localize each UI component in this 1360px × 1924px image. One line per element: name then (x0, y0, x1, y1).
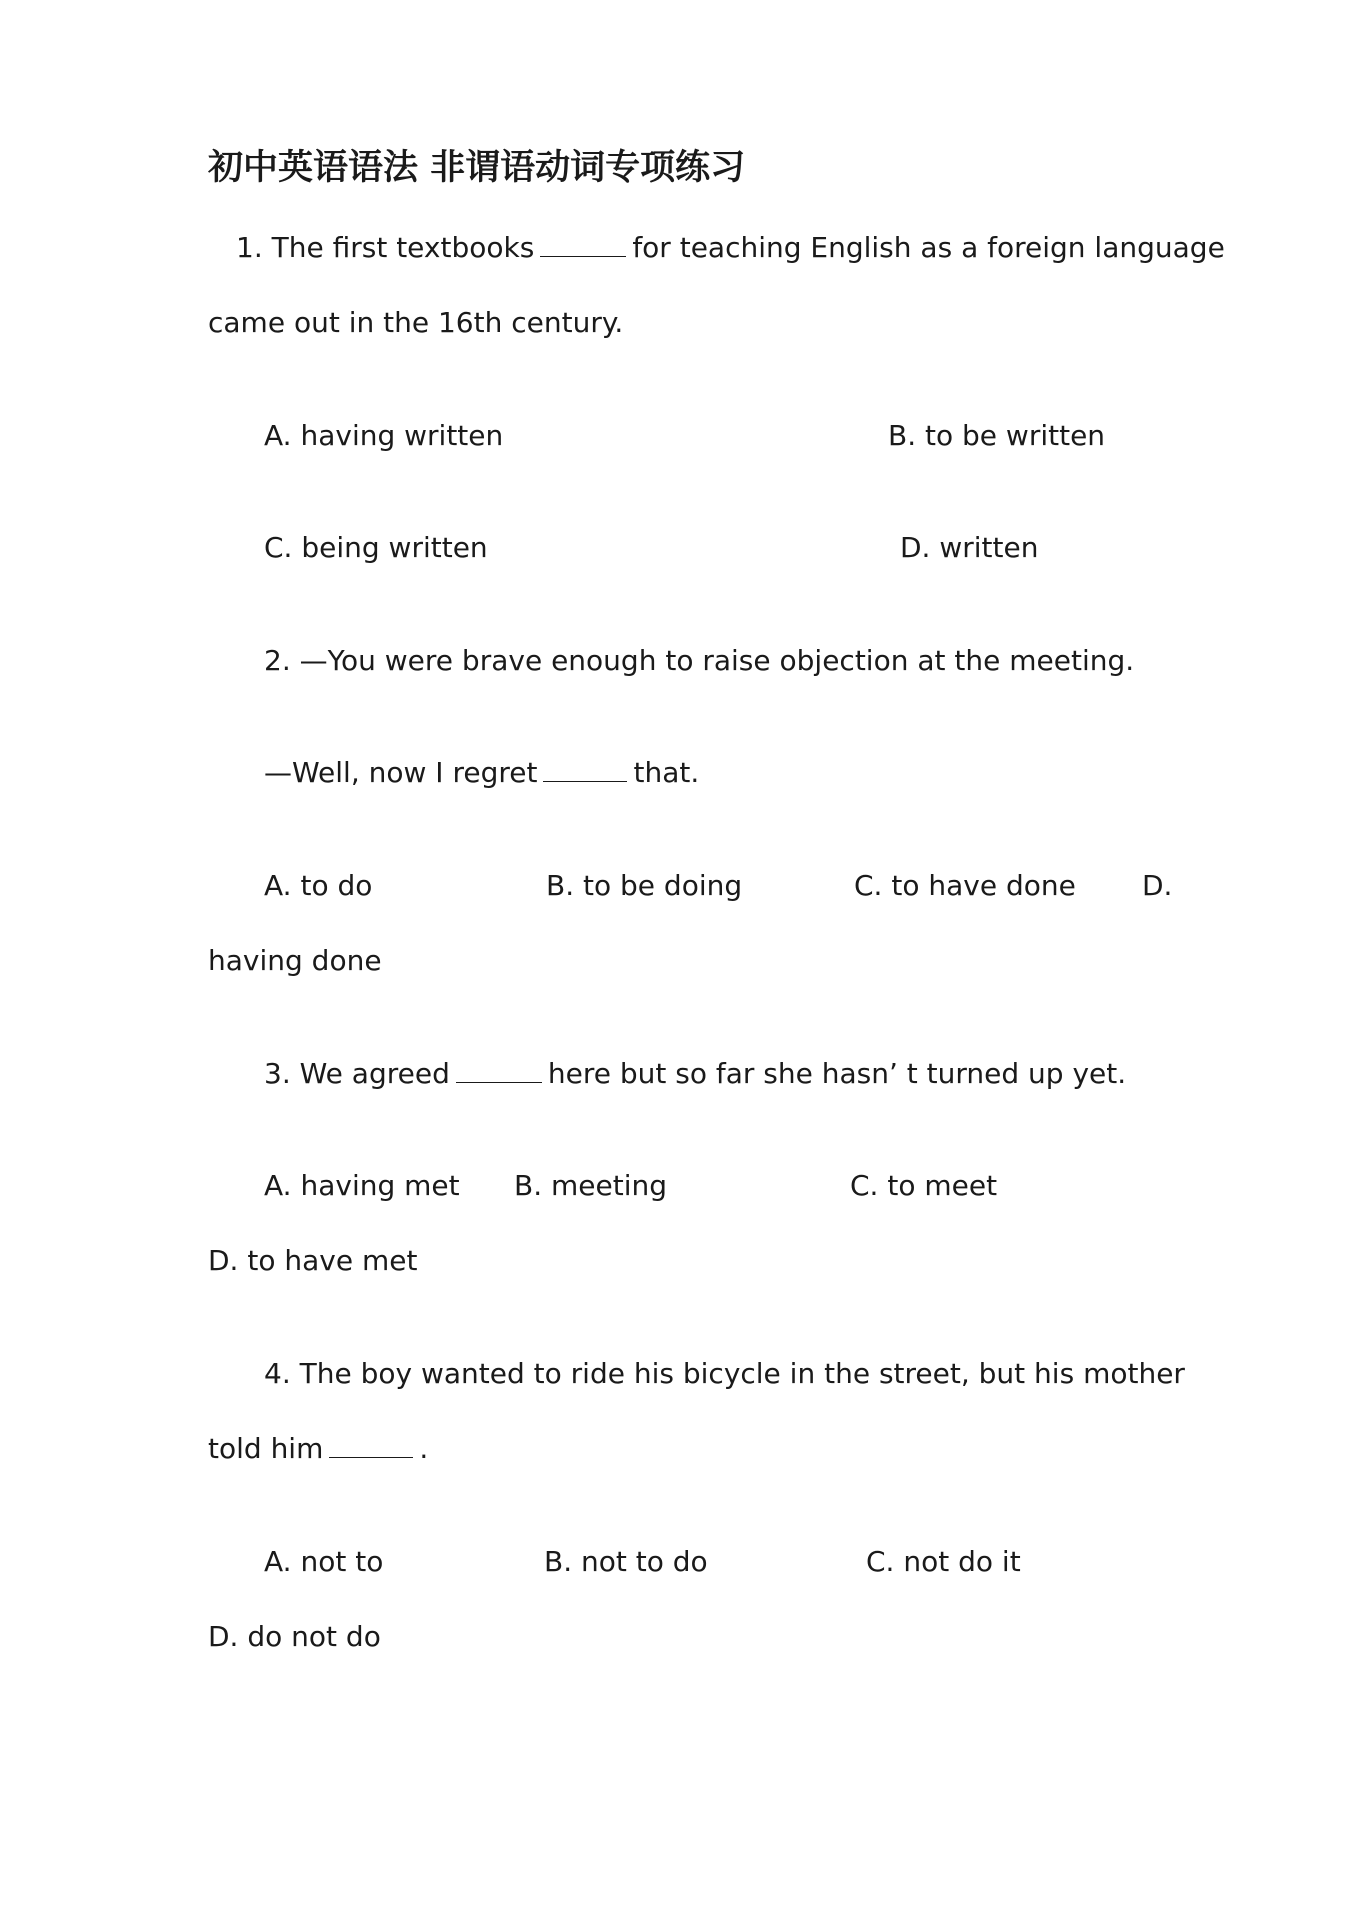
question-1-option-a: A. having written (264, 419, 504, 452)
answer-blank (543, 757, 627, 782)
question-4-option-c: C. not do it (866, 1545, 1021, 1578)
question-3-option-a: A. having met (264, 1169, 460, 1202)
question-3-stem-text-cont: here but so far she hasn’ t turned up yet. (547, 1057, 1127, 1090)
question-3-option-d: D. to have met (208, 1244, 418, 1277)
question-1-stem-line-2: came out in the 16th century. (208, 306, 624, 339)
question-1-stem-text: 1. The first textbooks (236, 231, 535, 264)
question-4-option-b: B. not to do (544, 1545, 708, 1578)
question-4-stem-text: told him (208, 1432, 324, 1465)
question-4-stem-text-cont: . (419, 1432, 429, 1465)
answer-blank (329, 1433, 413, 1458)
question-4-stem: 4. The boy wanted to ride his bicycle in the street, but his mother (264, 1357, 1185, 1390)
question-2-option-d-text: having done (208, 944, 382, 977)
question-1-stem (236, 230, 1225, 266)
question-1-stem-text-cont: for teaching English as a foreign language (632, 231, 1225, 264)
question-2-option-d: D. (1142, 869, 1173, 902)
document-title: 初中英语语法 非谓语动词专项练习 (208, 147, 746, 188)
question-3-stem-text: 3. We agreed (264, 1057, 450, 1090)
question-2-stem: 2. —You were brave enough to raise objection at the meeting. (264, 644, 1135, 677)
question-1-option-d: D. written (900, 531, 1039, 564)
answer-blank (540, 232, 626, 257)
question-2-reply-text-cont: that. (633, 756, 700, 789)
question-4-option-a: A. not to (264, 1545, 384, 1578)
question-2-reply-text: —Well, now I regret (264, 756, 538, 789)
question-2-option-a: A. to do (264, 869, 373, 902)
question-2-reply (264, 755, 699, 791)
question-4-stem-line-2 (208, 1431, 428, 1467)
question-4-option-d: D. do not do (208, 1620, 381, 1653)
question-1-option-c: C. being written (264, 531, 488, 564)
question-3-stem (264, 1056, 1126, 1092)
question-2-option-b: B. to be doing (546, 869, 743, 902)
question-2-option-c: C. to have done (854, 869, 1076, 902)
question-3-option-c: C. to meet (850, 1169, 998, 1202)
answer-blank (456, 1058, 542, 1083)
question-3-option-b: B. meeting (514, 1169, 668, 1202)
question-1-option-b: B. to be written (888, 419, 1106, 452)
